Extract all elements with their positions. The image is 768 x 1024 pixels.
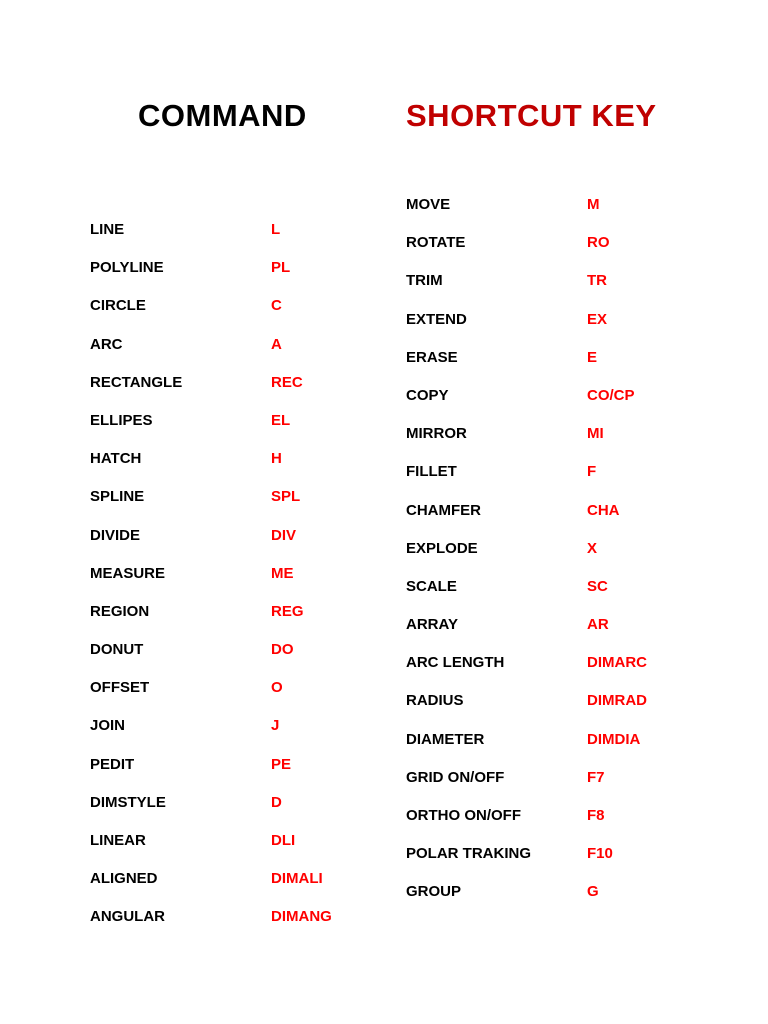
shortcut-key: PL [271, 259, 291, 277]
shortcut-key: DIV [271, 526, 297, 544]
command-name: CIRCLE [90, 297, 146, 315]
command-row [90, 641, 390, 679]
command-name: DONUT [90, 641, 144, 659]
left-command-list [90, 221, 390, 947]
shortcut-key: AR [587, 616, 609, 634]
shortcut-key: REC [271, 373, 303, 391]
command-heading: COMMAND [138, 98, 307, 133]
command-name: HATCH [90, 450, 142, 468]
command-row [90, 336, 390, 374]
command-name: RADIUS [406, 692, 464, 710]
command-name: REGION [90, 602, 150, 620]
command-row [406, 578, 706, 616]
command-name: ORTHO ON/OFF [406, 807, 521, 824]
command-row [90, 374, 390, 412]
command-name: DIVIDE [90, 526, 141, 544]
command-row [90, 794, 390, 832]
shortcut-key: C [271, 297, 282, 315]
command-name: ANGULAR [90, 908, 165, 926]
command-row [406, 731, 706, 769]
command-row [406, 769, 706, 807]
command-row [90, 679, 390, 717]
command-name: CHAMFER [406, 501, 481, 519]
command-name: COPY [406, 386, 449, 404]
shortcut-key: G [587, 883, 599, 901]
command-name: SPLINE [90, 488, 145, 506]
command-name: EXPLODE [406, 539, 478, 557]
shortcut-key: J [271, 717, 280, 735]
command-name: ELLIPES [90, 411, 153, 429]
shortcut-key: DO [271, 641, 294, 659]
command-name: DIAMETER [406, 730, 485, 748]
command-name: MIRROR [406, 425, 467, 443]
command-name: OFFSET [90, 679, 150, 697]
command-row [406, 425, 706, 463]
shortcut-key: ME [271, 564, 294, 582]
command-name: DIMSTYLE [90, 793, 166, 811]
command-row [406, 234, 706, 272]
command-row [90, 870, 390, 908]
command-row [406, 272, 706, 310]
command-row [406, 845, 706, 883]
command-row [90, 297, 390, 335]
command-row [90, 412, 390, 450]
command-row [90, 259, 390, 297]
shortcut-key: O [271, 679, 283, 697]
command-row [406, 349, 706, 387]
command-name: GROUP [406, 883, 462, 901]
command-name: ALIGNED [90, 870, 158, 888]
shortcut-key: E [587, 348, 598, 366]
shortcut-key: H [271, 450, 282, 468]
command-name: EXTEND [406, 310, 467, 328]
shortcut-key: F10 [587, 845, 613, 863]
command-row [406, 807, 706, 845]
shortcut-key: F [587, 463, 597, 481]
command-row [406, 196, 706, 234]
command-name: POLAR TRAKING [406, 845, 531, 863]
command-row [90, 908, 390, 946]
command-name: LINEAR [90, 832, 146, 849]
shortcut-key: DIMARC [587, 654, 647, 672]
command-name: LINE [90, 221, 125, 238]
shortcut-key: SC [587, 577, 608, 595]
shortcut-key: L [271, 221, 281, 238]
shortcut-key: REG [271, 602, 304, 620]
shortcut-key: DIMDIA [587, 730, 641, 748]
shortcut-key: TR [587, 272, 607, 290]
command-name: MEASURE [90, 564, 166, 582]
command-name: ARRAY [406, 616, 458, 634]
command-name: MOVE [406, 196, 451, 213]
right-command-list [406, 196, 706, 922]
command-name: FILLET [406, 463, 457, 481]
shortcut-key: F7 [587, 768, 605, 786]
command-row [406, 692, 706, 730]
command-name: ERASE [406, 348, 458, 366]
command-row [90, 488, 390, 526]
shortcut-key: A [271, 335, 282, 353]
command-row [406, 311, 706, 349]
command-name: ARC [90, 335, 123, 353]
command-row [90, 221, 390, 259]
command-name: JOIN [90, 717, 126, 735]
command-row [90, 756, 390, 794]
shortcut-key: PE [271, 755, 292, 773]
command-name: SCALE [406, 577, 457, 595]
command-row [406, 883, 706, 921]
command-row [406, 502, 706, 540]
command-row [406, 463, 706, 501]
shortcut-key: DIMALI [271, 870, 323, 888]
command-name: RECTANGLE [90, 373, 183, 391]
command-row [406, 387, 706, 425]
shortcut-key: D [271, 793, 282, 811]
command-row [406, 654, 706, 692]
shortcut-key: DIMRAD [587, 692, 647, 710]
command-name: POLYLINE [90, 259, 164, 277]
command-row [90, 832, 390, 870]
shortcut-key: CO/CP [587, 386, 635, 404]
command-name: ARC LENGTH [406, 654, 505, 672]
shortcut-key: X [587, 539, 598, 557]
command-row [90, 527, 390, 565]
shortcut-key: MI [587, 425, 604, 443]
command-row [406, 616, 706, 654]
command-row [90, 565, 390, 603]
command-row [90, 717, 390, 755]
shortcut-key: RO [587, 234, 610, 252]
command-name: GRID ON/OFF [406, 768, 505, 786]
command-row [90, 603, 390, 641]
shortcut-key: CHA [587, 501, 620, 519]
shortcut-key: DLI [271, 832, 296, 849]
shortcut-key: SPL [271, 488, 301, 506]
command-name: TRIM [406, 272, 443, 290]
shortcut-key: EX [587, 310, 608, 328]
command-row [406, 540, 706, 578]
shortcut-key: EL [271, 411, 291, 429]
command-name: PEDIT [90, 755, 135, 773]
shortcut-key-heading: SHORTCUT KEY [406, 98, 657, 133]
command-name: ROTATE [406, 234, 466, 252]
shortcut-key: DIMANG [271, 908, 332, 926]
command-row [90, 450, 390, 488]
shortcut-key: M [587, 196, 600, 213]
shortcut-key: F8 [587, 807, 605, 824]
